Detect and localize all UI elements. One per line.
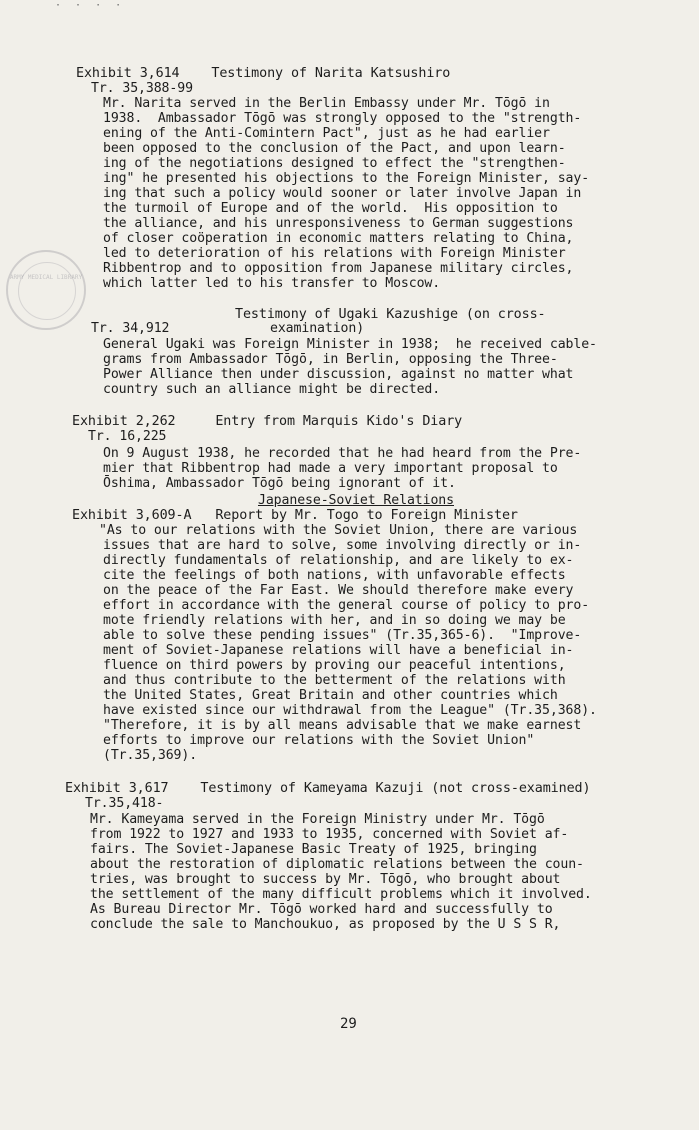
text-line: which latter led to his transfer to Moscow. <box>103 276 441 291</box>
text-line: General Ugaki was Foreign Minister in 1938; he received cable- <box>103 337 597 352</box>
text-line: led to deterioration of his relations with Foreign Minister <box>103 246 566 261</box>
page-number: 29 <box>340 1016 357 1032</box>
quote-line: effort in accordance with the general course of policy to pro- <box>103 598 590 613</box>
quote-line: on the peace of the Far East. We should therefore make every <box>103 583 574 598</box>
text-line: Ōshima, Ambassador Tōgō being ignorant of it. <box>103 476 456 491</box>
text-line: ing that such a policy would sooner or later involve Japan in <box>103 186 582 201</box>
text-line: Power Alliance then under discussion, against no matter what <box>103 367 574 382</box>
text-line: grams from Ambassador Tōgō, in Berlin, opposing the Three- <box>103 352 558 367</box>
transcript-ref: Tr.35,418- <box>85 796 164 811</box>
stamp-inner-ring <box>18 262 76 320</box>
text-line: tries, was brought to success by Mr. Tōgō, who brought about <box>90 872 561 887</box>
text-line: the alliance, and his unresponsiveness to German suggestions <box>103 216 574 231</box>
text-line: Mr. Narita served in the Berlin Embassy under Mr. Tōgō in <box>103 96 550 111</box>
text-line: ening of the Anti-Comintern Pact", just as he had earlier <box>103 126 550 141</box>
exhibit-heading: Exhibit 3,609-A Report by Mr. Togo to Foreign Minister <box>72 508 518 523</box>
transcript-ref: Tr. 16,225 <box>88 429 167 444</box>
text-line: ing of the negotiations designed to effect the "strengthen- <box>103 156 566 171</box>
text-line: about the restoration of diplomatic relations between the coun- <box>90 857 584 872</box>
text-line: Ribbentrop and to opposition from Japanese military circles, <box>103 261 574 276</box>
text-line: As Bureau Director Mr. Tōgō worked hard and successfully to <box>90 902 553 917</box>
quote-line: cite the feelings of both nations, with unfavorable effects <box>103 568 566 583</box>
quote-line: efforts to improve our relations with the Soviet Union" <box>103 733 535 748</box>
text-line: conclude the sale to Manchoukuo, as proposed by the U S S R, <box>90 917 561 932</box>
text-line: ing" he presented his objections to the Foreign Minister, say- <box>103 171 590 186</box>
quote-line: fluence on third powers by proving our peaceful intentions, <box>103 658 566 673</box>
exhibit-heading: Exhibit 3,617 Testimony of Kameyama Kazuji (not cross-examined) <box>65 781 591 796</box>
library-stamp <box>6 250 86 330</box>
paper-specks: · · · · <box>55 0 126 11</box>
text-line: been opposed to the conclusion of the Pact, and upon learn- <box>103 141 566 156</box>
section-title: Japanese-Soviet Relations <box>258 493 454 508</box>
text-line: mier that Ribbentrop had made a very important proposal to <box>103 461 558 476</box>
text-line: of closer coöperation in economic matters relating to China, <box>103 231 574 246</box>
stamp-text: ARMY MEDICAL LIBRARY <box>9 274 83 281</box>
text-line: the settlement of the many difficult problems which it involved. <box>90 887 592 902</box>
quote-line: able to solve these pending issues" (Tr.35,365-6). "Improve- <box>103 628 582 643</box>
testimony-heading-cont: examination) <box>270 321 365 336</box>
text-line: On 9 August 1938, he recorded that he had heard from the Pre- <box>103 446 582 461</box>
text-line: from 1922 to 1927 and 1933 to 1935, concerned with Soviet af- <box>90 827 569 842</box>
quote-line: issues that are hard to solve, some involving directly or in- <box>103 538 582 553</box>
text-line: the turmoil of Europe and of the world. His opposition to <box>103 201 558 216</box>
transcript-ref: Tr. 35,388-99 <box>91 81 193 96</box>
quote-line: and thus contribute to the betterment of the relations with <box>103 673 566 688</box>
testimony-heading: Testimony of Ugaki Kazushige (on cross- <box>235 307 546 322</box>
text-line: country such an alliance might be directed. <box>103 382 441 397</box>
quote-line: the United States, Great Britain and other countries which <box>103 688 558 703</box>
quote-line: (Tr.35,369). <box>103 748 198 763</box>
text-line: 1938. Ambassador Tōgō was strongly opposed to the "strength- <box>103 111 582 126</box>
quote-line: directly fundamentals of relationship, and are likely to ex- <box>103 553 574 568</box>
exhibit-heading: Exhibit 2,262 Entry from Marquis Kido's Diary <box>72 414 463 429</box>
quote-line: "Therefore, it is by all means advisable that we make earnest <box>103 718 582 733</box>
quote-line: ment of Soviet-Japanese relations will have a beneficial in- <box>103 643 574 658</box>
quote-line: mote friendly relations with her, and in so doing we may be <box>103 613 566 628</box>
quote-line: "As to our relations with the Soviet Union, there are various <box>99 523 578 538</box>
transcript-ref: Tr. 34,912 <box>91 321 170 336</box>
text-line: Mr. Kameyama served in the Foreign Ministry under Mr. Tōgō <box>90 812 545 827</box>
text-line: fairs. The Soviet-Japanese Basic Treaty of 1925, bringing <box>90 842 537 857</box>
exhibit-heading: Exhibit 3,614 Testimony of Narita Katsushiro <box>76 66 451 81</box>
quote-line: have existed since our withdrawal from the League" (Tr.35,368). <box>103 703 597 718</box>
